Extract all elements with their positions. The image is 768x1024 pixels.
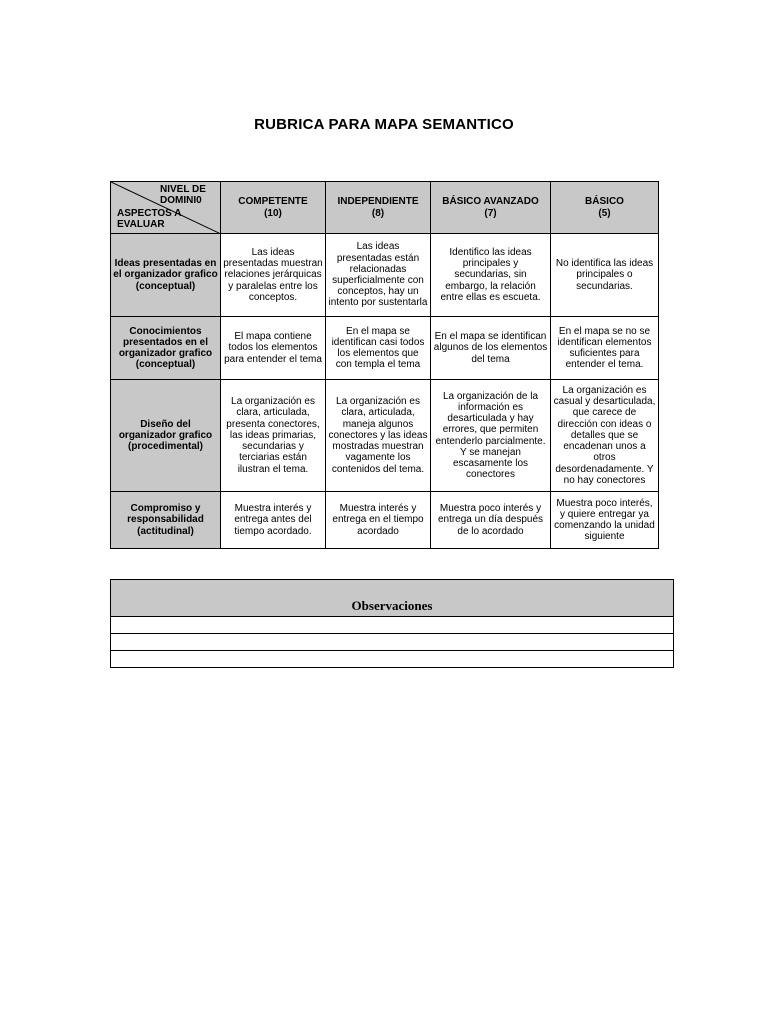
observations-table [110, 579, 674, 668]
criterion-cell: Identifico las ideas principales y secundarias, sin embargo, la relación entre ellas es escueta. [431, 234, 551, 317]
criterion-cell: Muestra interés y entrega antes del tiempo acordado. [221, 492, 326, 549]
criterion-cell: Muestra interés y entrega en el tiempo acordado [326, 492, 431, 549]
level-name: INDEPENDIENTE [337, 196, 419, 208]
criterion-cell: Muestra poco interés, y quiere entregar ya comenzando la unidad siguiente [551, 492, 659, 549]
criterion-cell: La organización es clara, articulada, presenta conectores, las ideas primarias, secundarias y terciarias están ilustran el tema. [221, 380, 326, 492]
aspect-cell: Ideas presentadas en el organizador grafico (conceptual) [111, 234, 221, 317]
table-row [111, 380, 659, 492]
criterion-cell: Las ideas presentadas están relacionadas superficialmente con conceptos, hay un intento por sustentarla [326, 234, 431, 317]
table-row [111, 234, 659, 317]
level-header-basico [551, 182, 659, 234]
level-score: (7) [484, 207, 497, 219]
criterion-cell: Muestra poco interés y entrega un día después de lo acordado [431, 492, 551, 549]
observation-line[interactable] [111, 617, 674, 634]
criterion-cell: En el mapa se no se identifican elementos suficientes para entender el tema. [551, 317, 659, 380]
criterion-cell: La organización es casual y desarticulada, que carece de dirección con ideas o detalles que se encadenan unos a otros desordenadamente. Y no hay conectores [551, 380, 659, 492]
page-title: RUBRICA PARA MAPA SEMANTICO [254, 116, 514, 133]
criterion-cell: En el mapa se identifican algunos de los elementos del tema [431, 317, 551, 380]
criterion-cell: En el mapa se identifican casi todos los elementos que con templa el tema [326, 317, 431, 380]
level-name: BÁSICO AVANZADO [442, 196, 539, 208]
table-row [111, 492, 659, 549]
criterion-cell: Las ideas presentadas muestran relaciones jerárquicas y paralelas entre los conceptos. [221, 234, 326, 317]
rubric-table [110, 181, 659, 549]
observation-line[interactable] [111, 651, 674, 668]
level-score: (5) [598, 207, 611, 219]
observation-line[interactable] [111, 634, 674, 651]
level-score: (8) [371, 207, 385, 219]
aspect-cell: Diseño del organizador grafico (procedimental) [111, 380, 221, 492]
level-name: BÁSICO [585, 196, 624, 208]
aspectos-label: ASPECTOS A EVALUAR [117, 208, 182, 230]
level-header-basico-avanzado [431, 182, 551, 234]
criterion-cell: No identifica las ideas principales o secundarias. [551, 234, 659, 317]
observations-heading: Observaciones [111, 580, 674, 617]
table-row [111, 317, 659, 380]
criterion-cell: La organización es clara, articulada, maneja algunos conectores y las ideas mostradas muestran vagamente los contenidos del tema. [326, 380, 431, 492]
criterion-cell: El mapa contiene todos los elementos para entender el tema [221, 317, 326, 380]
level-name: COMPETENTE [238, 196, 308, 208]
level-header-independiente [326, 182, 431, 234]
nivel-label: NIVEL DE DOMINI0 [160, 184, 206, 206]
criterion-cell: La organización de la información es desarticulada y hay errores, que permiten entenderlo parcialmente. Y se manejan escasamente los conectores [431, 380, 551, 492]
level-header-competente [221, 182, 326, 234]
aspect-cell: Compromiso y responsabilidad (actitudinal) [111, 492, 221, 549]
corner-header [111, 182, 221, 234]
level-score: (10) [264, 207, 282, 219]
aspect-cell: Conocimientos presentados en el organizador grafico (conceptual) [111, 317, 221, 380]
